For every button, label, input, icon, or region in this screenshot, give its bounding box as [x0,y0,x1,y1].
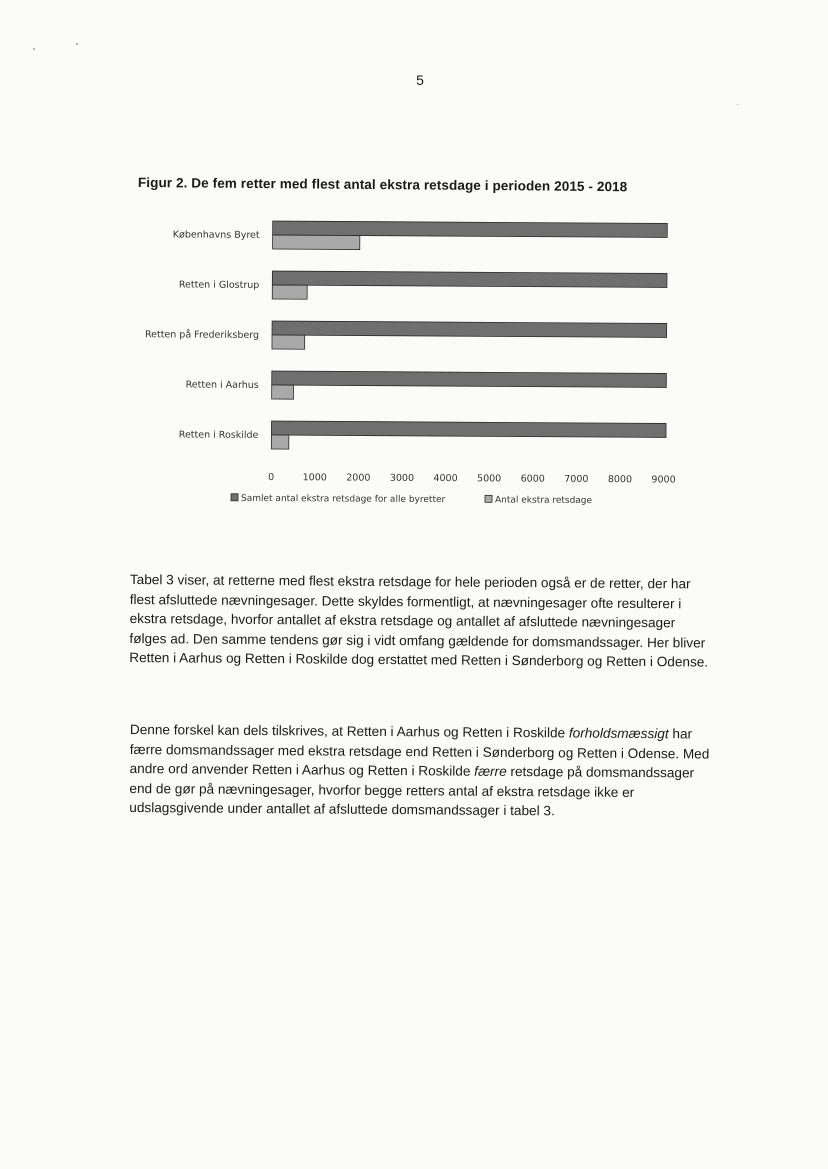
bar-total [273,221,668,237]
legend-swatch [231,494,238,501]
category-label: Retten i Roskilde [178,429,259,441]
x-tick-label: 6000 [520,473,545,485]
text-run: har færre domsmandssager med ekstra retsdage end Retten i Sønderborg og Retten i Odense. Med andre ord anvender Retten i Aarhus og Retten i Roskilde [129,726,710,779]
category-label: Retten i Glostrup [178,279,260,291]
text-run: retsdage på domsmandssager end de gør på nævningesager, hvorfor begge retters antal af ekstra retsdage ikke er udslagsgivende under antallet af afsluttede domsmandssager i tabel 3. [129,763,695,819]
italic-run: færre [474,763,507,779]
category-label: Retten på Frederiksberg [144,329,260,341]
x-tick-label: 8000 [607,474,633,486]
bar-total [272,321,667,337]
legend-label: Samlet antal ekstra retsdage for alle byretter [240,493,446,506]
bar-court [273,235,360,250]
x-tick-label: 3000 [389,472,415,484]
bar-court [271,435,289,449]
figure-title: Figur 2. De fem retter med flest antal ekstra retsdage i perioden 2015 - 2018 [137,175,628,195]
body-paragraph-1 [129,570,710,672]
italic-run: forholdsmæssigt [568,725,669,742]
paragraph-text [129,720,710,822]
paragraph-text [129,570,710,672]
bar-court [272,285,307,299]
bar-total [272,271,667,287]
x-tick-label: 4000 [433,473,458,485]
x-tick-label: 2000 [346,472,371,484]
x-tick-label: 0 [268,472,275,484]
text-run: Denne forskel kan dels tilskrives, at Retten i Aarhus og Retten i Roskilde [129,721,569,741]
bar-chart [0,0,828,560]
x-tick-label: 5000 [477,473,502,485]
category-label: Retten i Aarhus [185,379,259,391]
bar-total [272,371,667,387]
legend-swatch [485,495,492,502]
bar-total [271,421,666,437]
bar-court [272,335,305,349]
category-label: Københavns Byret [172,229,260,241]
legend-label: Antal ekstra retsdage [494,495,593,506]
bar-court [272,385,294,399]
x-tick-label: 7000 [564,473,589,485]
body-paragraph-2 [129,720,710,822]
x-tick-label: 1000 [302,472,327,484]
text-run: Tabel 3 viser, at retterne med flest ekstra retsdage for hele perioden også er de retter, der har flest afsluttede nævningesager. Dette skyldes formentligt, at nævningesager ofte resulterer i ekstra retsdage, hvorfor antallet af ekstra retsdage og antallet af afsluttede nævningesager følges ad. Den samme tendens gør sig i vidt omfang gældende for domsmandssager. Her bliver Retten i Aarhus og Retten i Roskilde dog erstattet med Retten i Sønderborg og Retten i Odense. [129,571,709,670]
x-tick-label: 9000 [651,474,676,486]
chart-plot [144,220,677,506]
page-number: 5 [416,72,424,88]
